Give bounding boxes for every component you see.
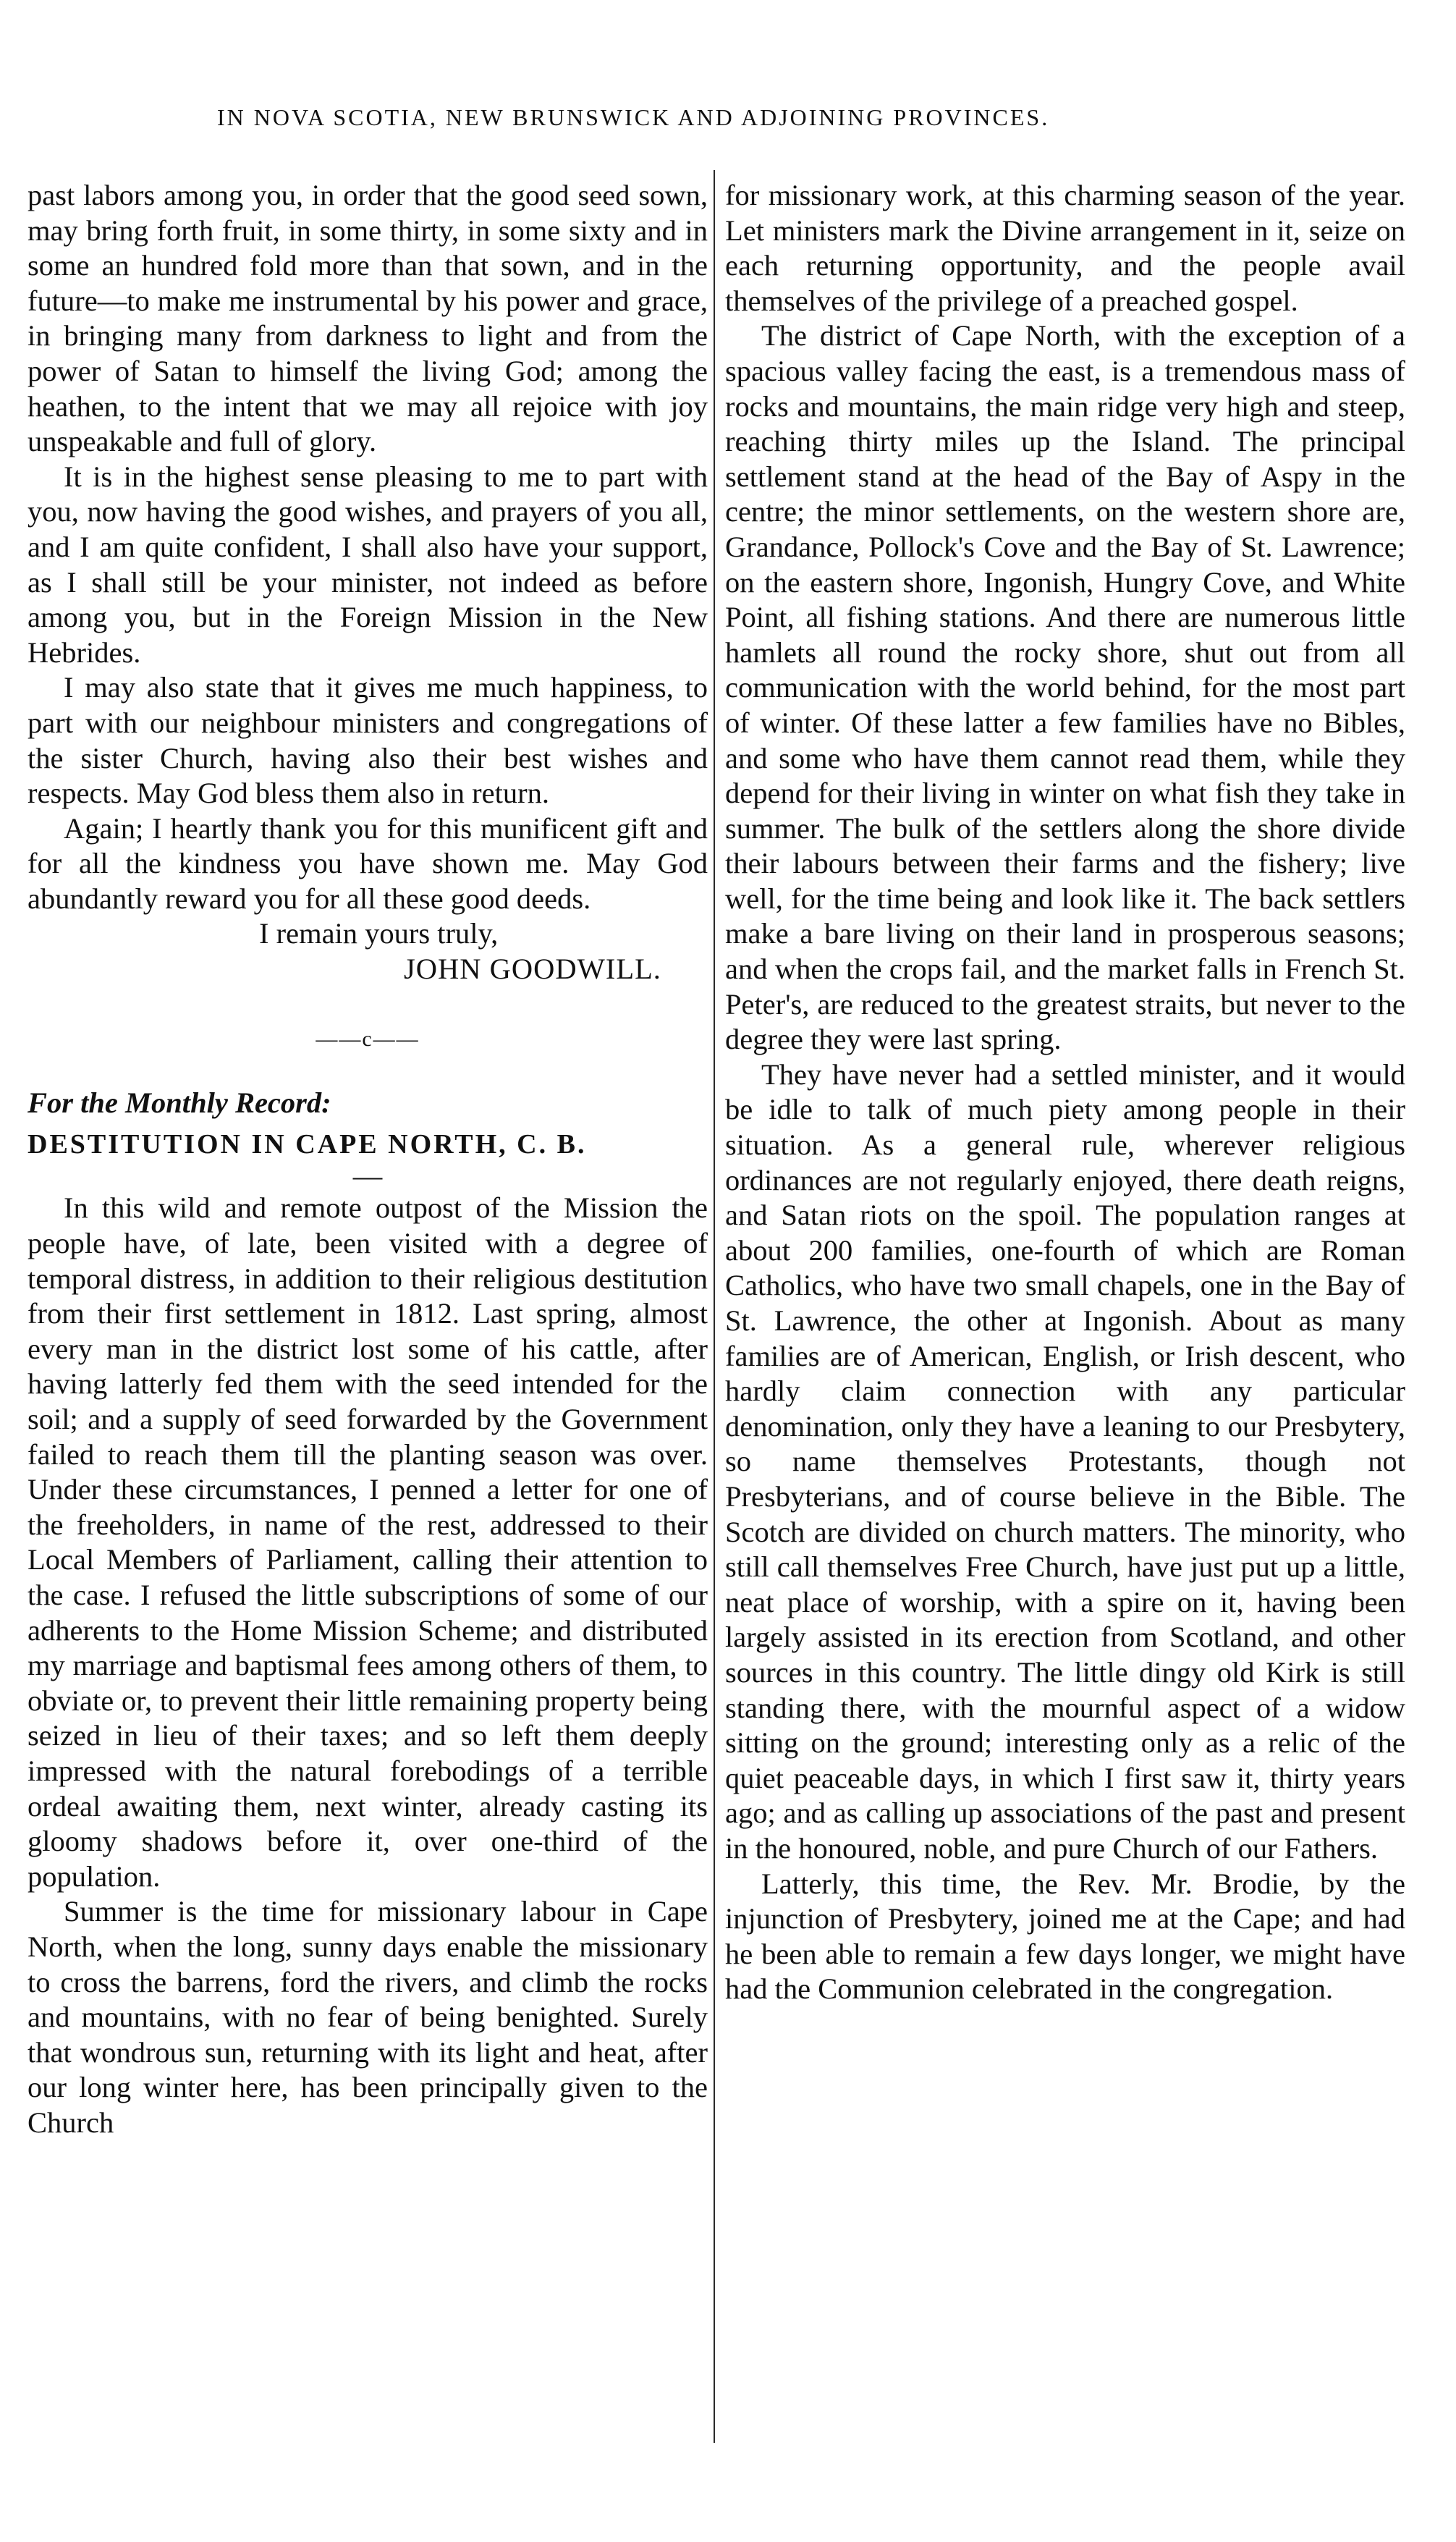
article-kicker: For the Monthly Record: xyxy=(27,1086,331,1120)
right-column xyxy=(725,178,1405,2007)
column-divider xyxy=(714,170,715,2443)
letter-paragraph: Again; I heartly thank you for this munificent gift and for all the kindness you have shown me. May God abundantly reward you for all these good deeds. xyxy=(27,811,708,915)
article-paragraph: for missionary work, at this charming season of the year. Let ministers mark the Divine arrangement in it, seize on each returning opportunity, and the people avail themselves of the privilege of a preached gospel. xyxy=(725,179,1405,317)
article-title: DESTITUTION IN CAPE NORTH, C. B. xyxy=(27,1128,587,1160)
letter-paragraph: past labors among you, in order that the good seed sown, may bring forth fruit, in some thirty, in some sixty and in some an hundred fold more than that sown, and in the future—to make me instrumental by his power and grace, in bringing many from darkness to light and from the power of Satan to himself the living God; among the heathen, to the intent that we may all rejoice with joy unspeakable and full of glory. xyxy=(27,179,708,458)
article-paragraph: Latterly, this time, the Rev. Mr. Brodie, by the injunction of Presbytery, joined me at the Cape; and had he been able to remain a few days longer, we might have had the Communion celebrated in the congregation. xyxy=(725,1867,1405,2006)
article-paragraph: They have never had a settled minister, and it would be idle to talk of much piety among people in their situation. As a general rule, wherever religious ordinances are not regularly enjoyed, there death reigns, and Satan riots on the spoil. The population ranges at about 200 families, one-fourth of which are Roman Catholics, who have two small chapels, one in the Bay of St. Lawrence, the other at Ingonish. About as many families are of American, English, or Irish descent, who hardly claim connection with any particular denomination, only they have a leaning to our Presbytery, so name themselves Protestants, though not Presbyterians, and of course believe in the Bible. The Scotch are divided on church matters. The minority, who still call themselves Free Church, have just put up a little, neat place of worship, with a spire on it, having been largely assisted in its erection from Scotland, and other sources in this country. The little dingy old Kirk is still standing there, with the mournful aspect of a widow sitting on the ground; interesting only as a relic of the quiet peaceable days, in which I first saw it, thirty years ago; and as calling up associations of the past and present in the honoured, noble, and pure Church of our Fathers. xyxy=(725,1057,1405,1865)
running-head: IN NOVA SCOTIA, NEW BRUNSWICK AND ADJOINING PROVINCES. xyxy=(217,104,1050,130)
left-column xyxy=(27,178,708,2140)
article-paragraph: Summer is the time for missionary labour in Cape North, when the long, sunny days enable the missionary to cross the barrens, ford the rivers, and climb the rocks and mountains, with no fear of being benighted. Surely that wondrous sun, returning with its light and heat, after our long winter here, has been principally given to the Church xyxy=(27,1895,708,2139)
letter-paragraph: I may also state that it gives me much happiness, to part with our neighbour ministers and congregations of the sister Church, having also their best wishes and respects. May God bless them also in return. xyxy=(27,671,708,810)
article-paragraph: The district of Cape North, with the exception of a spacious valley facing the east, is a tremendous mass of rocks and mountains, the main ridge very high and steep, reaching thirty miles up the Island. The principal settlement stand at the head of the Bay of Aspy in the centre; the minor settlements, on the western shore are, Grandance, Pollock's Cove and the Bay of St. Lawrence; on the eastern shore, Ingonish, Hungry Cove, and White Point, all fishing stations. And there are numerous little hamlets all round the rocky shore, shut out from all communication with the world behind, for the most part of winter. Of these latter a few families have no Bibles, and some who have them cannot read them, while they depend for their living in winter on what fish they take in summer. The bulk of the settlers along the shore divide their labours between their farms and the fishery; live well, for the time being and look like it. The back settlers make a bare living on their land in prosperous seasons; and when the crops fail, and the market falls in French St. Peter's, are reduced to the greatest straits, but never to the degree they were last spring. xyxy=(725,319,1405,1056)
letter-closing: I remain yours truly, xyxy=(259,917,499,950)
title-dash: — xyxy=(352,1160,383,1193)
article-paragraph: In this wild and remote outpost of the Mission the people have, of late, been visited with a degree of temporal distress, in addition to their religious destitution from their first settlement in 1812. Last spring, almost every man in the district lost some of his cattle, after having latterly fed them with the seed intended for the soil; and a supply of seed forwarded by the Government failed to reach them till the planting season was over. Under these circumstances, I penned a letter for one of the freeholders, in name of the rest, addressed to their Local Members of Parliament, calling their attention to the case. I refused the little subscriptions of some of our adherents to the Home Mission Scheme; and distributed my marriage and baptismal fees among others of them, to obviate or, to prevent their little remaining property being seized in lieu of their taxes; and so left them deeply impressed with the natural forebodings of a terrible ordeal awaiting them, next winter, already casting its gloomy shadows before it, over one-third of the population. xyxy=(27,1191,708,1893)
section-separator: ——c—— xyxy=(316,1026,420,1051)
letter-signature: JOHN GOODWILL. xyxy=(404,953,661,986)
letter-paragraph: It is in the highest sense pleasing to me to part with you, now having the good wishes, and prayers of you all, and I am quite confident, I shall also have your support, as I shall still be your minister, not indeed as before among you, but in the Foreign Mission in the New Hebrides. xyxy=(27,460,708,669)
